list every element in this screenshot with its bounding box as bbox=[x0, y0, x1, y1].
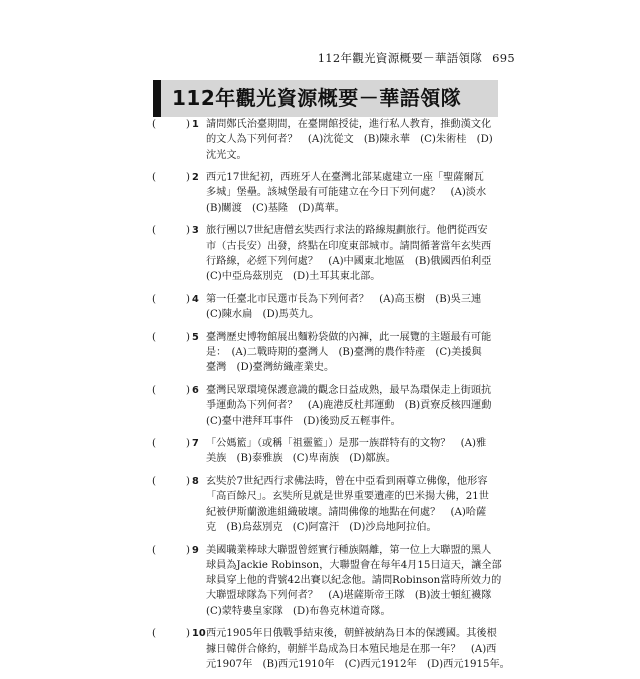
question-text-line: 沈光文。 bbox=[206, 149, 247, 161]
page-number: 695 bbox=[492, 51, 515, 65]
question-item bbox=[152, 626, 510, 672]
question-text-line: 玄奘於7世紀西行求佛法時，曾在中亞看到兩尊立佛像，他形容 bbox=[206, 476, 488, 488]
question-item bbox=[152, 117, 502, 163]
answer-paren-open: ( bbox=[152, 331, 156, 343]
question-number: 8 bbox=[192, 476, 199, 488]
question-text-line: 臺灣歷史博物館展出麵粉袋做的內褲，此一展覽的主題最有可能 bbox=[206, 331, 492, 343]
question-text-line: 西元17世紀初，西班牙人在臺灣北部某處建立一座「聖薩爾瓦 bbox=[206, 172, 484, 184]
question-text-line: 美族 (B)泰雅族 (C)卑南族 (D)鄒族。 bbox=[206, 453, 396, 465]
question-text bbox=[206, 543, 502, 619]
answer-paren-close: ) bbox=[186, 544, 190, 556]
answer-blank[interactable] bbox=[152, 330, 192, 345]
answer-paren-open: ( bbox=[152, 384, 156, 396]
answer-paren-close: ) bbox=[186, 172, 190, 184]
question-item bbox=[152, 292, 502, 323]
question-text-line: 克 (B)烏茲別克 (C)阿富汗 (D)沙烏地阿拉伯。 bbox=[206, 521, 437, 533]
question-text-line: 是： (A)二戰時期的臺灣人 (B)臺灣的農作特產 (C)美援與 bbox=[206, 347, 482, 359]
question-text-line: 爭運動為下列何者？ (A)鹿港反杜邦運動 (B)貢寮反核四運動 bbox=[206, 400, 492, 412]
answer-paren-open: ( bbox=[152, 225, 156, 237]
question-text bbox=[206, 117, 502, 163]
question-text bbox=[206, 330, 502, 376]
question-text-line: 球員穿上他的背號42出賽以紀念他。請問Robinson當時所效力的 bbox=[206, 575, 502, 587]
answer-paren-close: ) bbox=[186, 293, 190, 305]
answer-blank[interactable] bbox=[152, 292, 192, 307]
answer-blank[interactable] bbox=[152, 474, 192, 489]
answer-paren-close: ) bbox=[186, 384, 190, 396]
question-text bbox=[206, 626, 510, 672]
question-text-line: 請問鄭氏治臺期間，在臺開館授徒，進行私人教育，推動漢文化 bbox=[206, 119, 492, 130]
question-text-line: 元1907年 (B)西元1910年 (C)西元1912年 (D)西元1915年。 bbox=[206, 658, 510, 670]
question-text-line: 據日韓併合條約，朝鮮半島成為日本殖民地是在那一年？ (A)西 bbox=[206, 643, 497, 655]
question-text-line: 市（古長安）出發，終點在印度東部城市。請問循著當年玄奘西 bbox=[206, 240, 492, 252]
answer-paren-open: ( bbox=[152, 119, 156, 130]
question-text-line: 美國職業棒球大聯盟曾經實行種族隔離，第一位上大聯盟的黑人 bbox=[206, 544, 492, 556]
question-item bbox=[152, 474, 502, 535]
question-number: 5 bbox=[192, 331, 199, 343]
question-text-line: (C)陳水扁 (D)馬英九。 bbox=[206, 309, 320, 321]
answer-blank[interactable] bbox=[152, 223, 192, 238]
question-text-line: 紀被伊斯蘭激進組織破壞。請問佛像的地點在何處？ (A)哈薩 bbox=[206, 506, 487, 518]
answer-paren-open: ( bbox=[152, 293, 156, 305]
answer-paren-open: ( bbox=[152, 476, 156, 488]
question-text-line: (C)蒙特婁皇家隊 (D)布魯克林道奇隊。 bbox=[206, 605, 391, 617]
question-text-line: (C)中亞烏茲別克 (D)土耳其東北部。 bbox=[206, 271, 381, 283]
question-text-line: 的文人為下列何者？ (A)沈從文 (B)陳永華 (C)朱術桂 (D) bbox=[206, 134, 493, 146]
question-text-line: 「公媽籃」（或稱「祖靈籃」）是那一族群特有的文物？ (A)雅 bbox=[206, 438, 487, 450]
question-text-line: 大聯盟球隊為下列何者？ (A)堪薩斯帝王隊 (B)波士頓紅襪隊 bbox=[206, 590, 492, 602]
question-text bbox=[206, 292, 502, 323]
answer-paren-open: ( bbox=[152, 628, 156, 640]
question-item bbox=[152, 170, 502, 216]
answer-paren-close: ) bbox=[186, 119, 190, 130]
running-header bbox=[318, 50, 515, 66]
answer-paren-open: ( bbox=[152, 172, 156, 184]
question-text bbox=[206, 436, 502, 467]
answer-paren-close: ) bbox=[186, 476, 190, 488]
answer-blank[interactable] bbox=[152, 543, 192, 558]
question-item bbox=[152, 543, 502, 619]
question-number: 10 bbox=[192, 628, 206, 640]
section-title-bar bbox=[153, 80, 161, 117]
question-text-line: 行路線，必經下列何處？ (A)中國東北地區 (B)俄國西伯利亞 bbox=[206, 255, 492, 267]
question-number: 7 bbox=[192, 438, 199, 450]
question-number: 9 bbox=[192, 544, 199, 556]
question-text-line: 西元1905年日俄戰爭結束後，朝鮮被納為日本的保護國。其後根 bbox=[206, 628, 497, 640]
question-number: 2 bbox=[192, 172, 199, 184]
question-text-line: 球員為Jackie Robinson，大聯盟會在每年4月15日這天，讓全部 bbox=[206, 559, 502, 571]
answer-blank[interactable] bbox=[152, 117, 192, 132]
question-number: 4 bbox=[192, 293, 199, 305]
question-item bbox=[152, 383, 502, 429]
answer-paren-open: ( bbox=[152, 438, 156, 450]
running-title: 112年觀光資源概要－華語領隊 bbox=[317, 51, 483, 65]
question-text-line: 臺灣 (D)臺灣紡織產業史。 bbox=[206, 362, 335, 374]
question-text bbox=[206, 223, 502, 284]
question-number: 6 bbox=[192, 384, 199, 396]
question-text-line: 多城」堡壘。該城堡最有可能建立在今日下列何處？ (A)淡水 bbox=[206, 187, 487, 199]
answer-blank[interactable] bbox=[152, 626, 192, 641]
question-item bbox=[152, 436, 502, 467]
question-text bbox=[206, 383, 502, 429]
answer-paren-open: ( bbox=[152, 544, 156, 556]
question-item bbox=[152, 330, 502, 376]
answer-paren-close: ) bbox=[186, 438, 190, 450]
answer-paren-close: ) bbox=[186, 628, 190, 640]
question-number: 3 bbox=[192, 225, 199, 237]
question-text-line: 臺灣民眾環境保護意識的觀念日益成熟，最早為環保走上街頭抗 bbox=[206, 384, 492, 396]
answer-blank[interactable] bbox=[152, 170, 192, 185]
answer-paren-close: ) bbox=[186, 225, 190, 237]
answer-paren-close: ) bbox=[186, 331, 190, 343]
question-text-line: (B)關渡 (C)基隆 (D)萬華。 bbox=[206, 202, 345, 214]
question-number: 1 bbox=[192, 119, 199, 130]
question-item bbox=[152, 223, 502, 284]
question-text-line: 「高百餘尺」。玄奘所見就是世界重要遺產的巴米揚大佛，21世 bbox=[206, 491, 489, 503]
question-text-line: 旅行團以7世紀唐僧玄奘西行求法的路線規劃旅行。他們從西安 bbox=[206, 225, 488, 237]
question-text bbox=[206, 170, 502, 216]
answer-blank[interactable] bbox=[152, 383, 192, 398]
question-text-line: (C)臺中港拜耳事件 (D)後勁反五輕事件。 bbox=[206, 415, 401, 427]
question-text-line: 第一任臺北市民選市長為下列何者？ (A)高玉樹 (B)吳三連 bbox=[206, 293, 482, 305]
question-text bbox=[206, 474, 502, 535]
section-title: 112年觀光資源概要－華語領隊 bbox=[172, 86, 462, 110]
question-list bbox=[152, 117, 510, 679]
answer-blank[interactable] bbox=[152, 436, 192, 451]
